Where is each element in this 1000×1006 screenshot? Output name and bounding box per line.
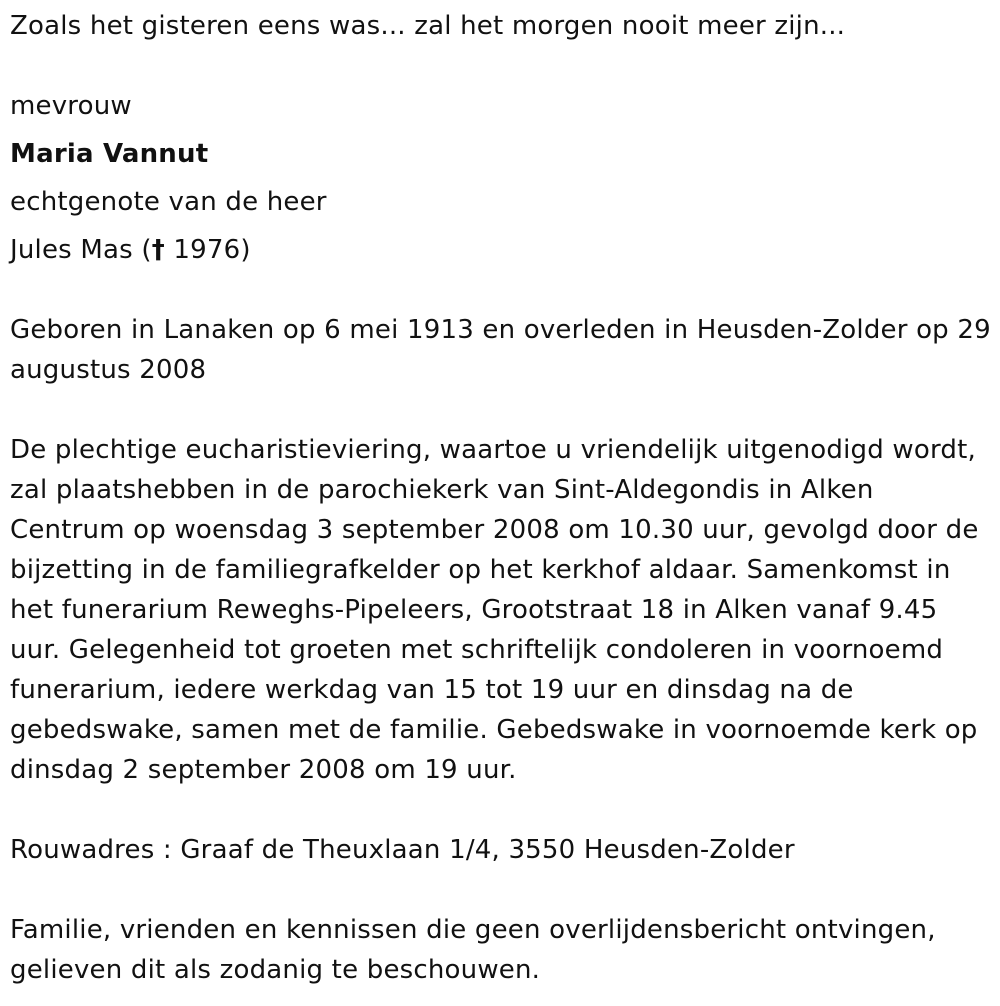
spouse-intro: echtgenote van de heer [10,187,327,217]
birth-death-paragraph [10,310,990,390]
mourning-address: Rouwadres : Graaf de Theuxlaan 1/4, 3550 Heusden-Zolder [10,835,795,865]
text-line: het funerarium Reweghs-Pipeleers, Grootstraat 18 in Alken vanaf 9.45 [10,595,938,625]
cross-icon: † [151,235,165,265]
text-line: zal plaatshebben in de parochiekerk van Sint-Aldegondis in Alken [10,475,874,505]
text-line: Familie, vrienden en kennissen die geen overlijdensbericht ontvingen, [10,915,936,945]
spouse-line [10,230,251,270]
text-line: Geboren in Lanaken op 6 mei 1913 en overleden in Heusden-Zolder op 29 [10,315,991,345]
motto: Zoals het gisteren eens was... zal het morgen nooit meer zijn... [10,11,846,41]
text-line: gelieven dit als zodanig te beschouwen. [10,955,541,985]
text-line: uur. Gelegenheid tot groeten met schriftelijk condoleren in voornoemd [10,635,944,665]
ceremony-paragraph [10,430,990,790]
closing-paragraph [10,910,990,990]
text-line: gebedswake, samen met de familie. Gebedswake in voornoemde kerk op [10,715,978,745]
spouse-name: Jules Mas ( [10,235,152,265]
text-line: dinsdag 2 september 2008 om 19 uur. [10,755,517,785]
text-line: Centrum op woensdag 3 september 2008 om 10.30 uur, gevolgd door de [10,515,979,545]
salutation: mevrouw [10,91,132,121]
text-line: augustus 2008 [10,355,207,385]
spouse-death-year: 1976) [164,235,251,265]
text-line: De plechtige eucharistieviering, waartoe u vriendelijk uitgenodigd wordt, [10,435,976,465]
deceased-name: Maria Vannut [10,139,209,169]
text-line: funerarium, iedere werkdag van 15 tot 19 uur en dinsdag na de [10,675,854,705]
text-line: bijzetting in de familiegrafkelder op het kerkhof aldaar. Samenkomst in [10,555,951,585]
